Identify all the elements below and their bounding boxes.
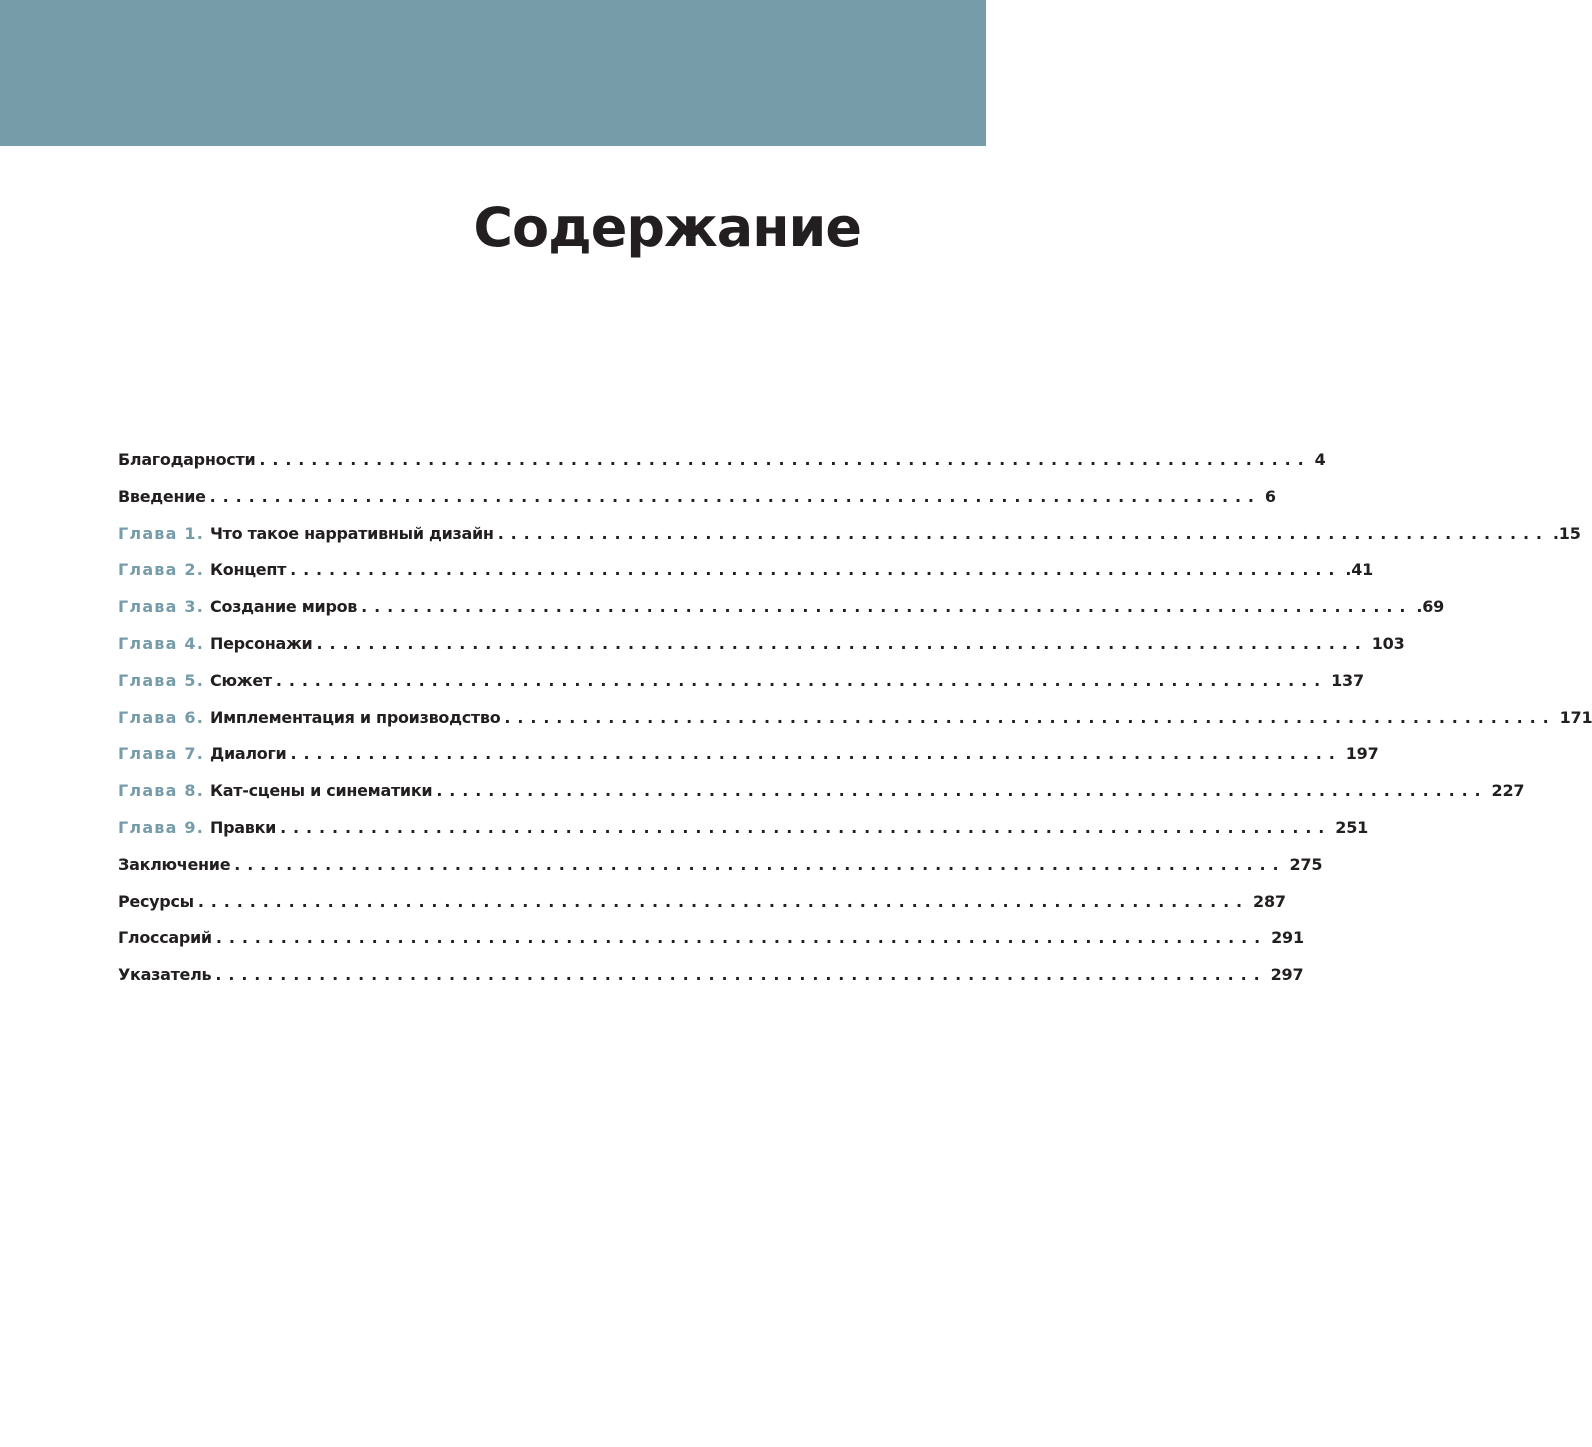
toc-page-number: .41 [1345,560,1374,580]
chapter-label: Глава 2. [118,560,205,580]
toc-entry-title: Сюжет [210,670,272,690]
toc-entry-title: Диалоги [210,744,287,764]
toc-page-number: 287 [1253,891,1286,911]
toc-entry-title: Правки [210,817,277,837]
toc-entry-title: Что такое нарративный дизайн [210,523,494,543]
toc-page-number: 251 [1335,817,1369,837]
toc-entry-chapter-2[interactable] [118,552,1374,589]
toc-entry-chapter-8[interactable] [118,773,1525,810]
toc-entry-index[interactable] [118,957,1304,994]
dot-leader: ................................................................................. [316,633,1368,653]
chapter-label: Глава 7. [118,744,205,764]
toc-entry-resources[interactable] [118,884,1286,921]
toc-entry-title: Указатель [118,965,212,985]
toc-entry-title: Заключение [118,854,231,874]
toc-entry-introduction[interactable] [118,479,1276,516]
toc-entry-glossary[interactable] [118,920,1304,957]
toc-page-number: 137 [1331,670,1364,690]
dot-leader: ................................................................................. [280,817,1332,837]
dot-leader: ................................................................................. [436,781,1488,801]
toc-entry-title: Глоссарий [118,928,212,948]
toc-entry-chapter-3[interactable] [118,589,1445,626]
dot-leader: ................................................................................. [275,670,1328,690]
toc-entry-title: Персонажи [210,633,313,653]
dot-leader: ................................................................................. [361,597,1413,617]
chapter-label: Глава 9. [118,817,205,837]
toc-page-number: .69 [1416,597,1445,617]
table-of-contents [118,442,1592,994]
dot-leader: ................................................................................. [504,707,1556,727]
toc-page-number: 4 [1314,450,1326,469]
toc-page-number: 275 [1289,854,1323,874]
toc-entry-title: Кат-сцены и синематики [210,781,433,801]
chapter-label: Глава 8. [118,781,205,801]
toc-page-number: 6 [1264,486,1276,506]
dot-leader: ................................................................................. [215,928,1268,948]
toc-entry-chapter-6[interactable] [118,700,1592,737]
toc-page-number: 103 [1371,633,1405,653]
toc-page-number: .15 [1552,523,1581,543]
dot-leader: ................................................................................. [197,891,1250,911]
toc-entry-title: Благодарности [118,450,256,469]
toc-entry-chapter-9[interactable] [118,810,1369,847]
dot-leader: ................................................................................. [234,854,1286,874]
chapter-label: Глава 4. [118,633,205,653]
chapter-label: Глава 5. [118,670,205,690]
dot-leader: ................................................................................. [259,450,1311,469]
toc-entry-title: Имплементация и производство [210,707,501,727]
toc-entry-title: Введение [118,486,206,506]
header-band [0,0,986,146]
toc-page-number: 171 [1559,707,1592,727]
chapter-label: Глава 6. [118,707,205,727]
toc-entry-chapter-4[interactable] [118,626,1405,663]
toc-page-number: 291 [1271,928,1304,948]
toc-entry-chapter-1[interactable] [118,516,1581,553]
toc-entry-title: Ресурсы [118,891,194,911]
toc-entry-title: Концепт [210,560,287,580]
chapter-label: Глава 1. [118,523,205,543]
dot-leader: ................................................................................. [290,560,1342,580]
toc-page-number: 227 [1491,781,1525,801]
toc-entry-chapter-7[interactable] [118,736,1379,773]
toc-entry-chapter-5[interactable] [118,663,1364,700]
toc-page-number: 197 [1345,744,1379,764]
dot-leader: ................................................................................. [497,523,1549,543]
toc-page-number: 297 [1270,965,1304,985]
dot-leader: ................................................................................. [215,965,1267,985]
chapter-label: Глава 3. [118,597,205,617]
dot-leader: ................................................................................. [209,486,1261,506]
page-title: Содержание [473,196,861,259]
toc-entry-acknowledgements[interactable] [118,442,1326,479]
toc-entry-title: Создание миров [210,597,358,617]
toc-entry-conclusion[interactable] [118,847,1323,884]
dot-leader: ................................................................................. [290,744,1342,764]
